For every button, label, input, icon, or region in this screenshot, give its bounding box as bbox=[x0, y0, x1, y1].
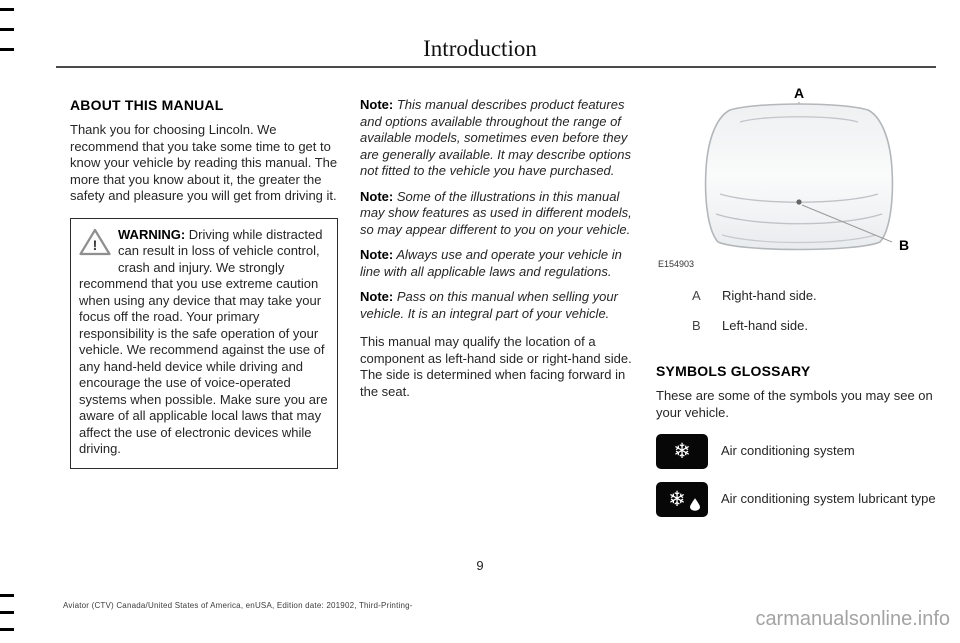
note-label: Note: bbox=[360, 289, 394, 304]
watermark: carmanualsonline.info bbox=[755, 608, 950, 630]
symbol-row bbox=[656, 434, 936, 469]
note-paragraph bbox=[360, 247, 633, 280]
note-text: Always use and operate your vehicle in line with all applicable laws and regulations. bbox=[360, 247, 622, 279]
corner-mark bbox=[0, 611, 14, 614]
legend-key: B bbox=[692, 318, 701, 333]
notes-column bbox=[360, 97, 633, 400]
legend-row bbox=[656, 283, 936, 313]
note-label: Note: bbox=[360, 247, 394, 262]
corner-mark bbox=[0, 8, 14, 11]
note-text: Pass on this manual when selling your vehicle. It is an integral part of your vehicle. bbox=[360, 289, 618, 321]
warning-box bbox=[70, 218, 338, 469]
figure-panel bbox=[656, 84, 936, 517]
figure-label-a: A bbox=[793, 85, 805, 101]
note-paragraph bbox=[360, 289, 633, 322]
warning-text: Driving while distracted can result in loss of vehicle control, crash and injury. We strongly recommend that you use extreme caution when using any device that may take your focus off the road. Your primary responsibility is the safe operation of your vehicle. We recommend against the use of any hand-held device while driving and encourage the use of voice-operated systems when possible. Make sure you are aware of all applicable local laws that may affect the use of electronic devices while driving. bbox=[79, 226, 328, 456]
snowflake-glyph: ❄ bbox=[673, 440, 691, 463]
legend-desc: Right-hand side. bbox=[722, 288, 817, 303]
legend-key: A bbox=[692, 288, 701, 303]
intro-paragraph: Thank you for choosing Lincoln. We recommend that you take some time to get to know your vehicle by reading this manual. The more that you know about it, the greater the safety and pleasure you will get from driving it. bbox=[70, 122, 338, 203]
svg-text:!: ! bbox=[92, 236, 98, 253]
header-rule bbox=[56, 66, 936, 68]
closing-paragraph: This manual may qualify the location of a component as left-hand side or right-hand side. The side is determined when facing forward in the seat. bbox=[360, 334, 632, 399]
vehicle-outline bbox=[706, 104, 893, 250]
symbol-label: Air conditioning system bbox=[721, 443, 855, 459]
about-section bbox=[70, 97, 338, 469]
air-conditioning-icon bbox=[656, 434, 708, 469]
note-label: Note: bbox=[360, 188, 394, 204]
about-section-title: ABOUT THIS MANUAL bbox=[70, 97, 224, 113]
legend-desc: Left-hand side. bbox=[722, 318, 809, 333]
symbol-row bbox=[656, 482, 936, 517]
corner-mark bbox=[0, 594, 14, 597]
page-title: Introduction bbox=[423, 36, 537, 61]
droplet-shape bbox=[690, 498, 700, 511]
note-text: This manual describes product features and options available throughout the range of available models, sometimes even before they are generally available. It may describe options not fitted to the vehicle you have purchased. bbox=[360, 97, 631, 178]
footer-text: Aviator (CTV) Canada/United States of America, enUSA, Edition date: 201902, Third-Printing- bbox=[63, 601, 413, 610]
symbol-label: Air conditioning system lubricant type bbox=[721, 491, 936, 507]
snowflake-glyph: ❄ bbox=[668, 488, 686, 511]
page-number: 9 bbox=[476, 558, 484, 573]
symbols-intro: These are some of the symbols you may see on your vehicle. bbox=[656, 388, 933, 420]
vehicle-top-view-figure bbox=[656, 84, 936, 269]
figure-code: E154903 bbox=[658, 259, 695, 269]
note-paragraph bbox=[360, 97, 633, 180]
legend-row bbox=[656, 313, 936, 343]
corner-mark bbox=[0, 28, 14, 31]
note-text: Some of the illustrations in this manual may show features as used in different models, so may appear different to you on your vehicle. bbox=[360, 188, 632, 237]
figure-legend bbox=[656, 283, 936, 343]
figure-label-b: B bbox=[898, 237, 910, 253]
air-conditioning-lubricant-icon bbox=[656, 482, 708, 517]
symbols-glossary-title: SYMBOLS GLOSSARY bbox=[656, 363, 811, 379]
warning-triangle-icon bbox=[79, 228, 111, 261]
note-label: Note: bbox=[360, 97, 394, 112]
note-paragraph bbox=[360, 189, 633, 239]
corner-mark bbox=[0, 628, 14, 631]
warning-label: WARNING: bbox=[118, 226, 186, 242]
